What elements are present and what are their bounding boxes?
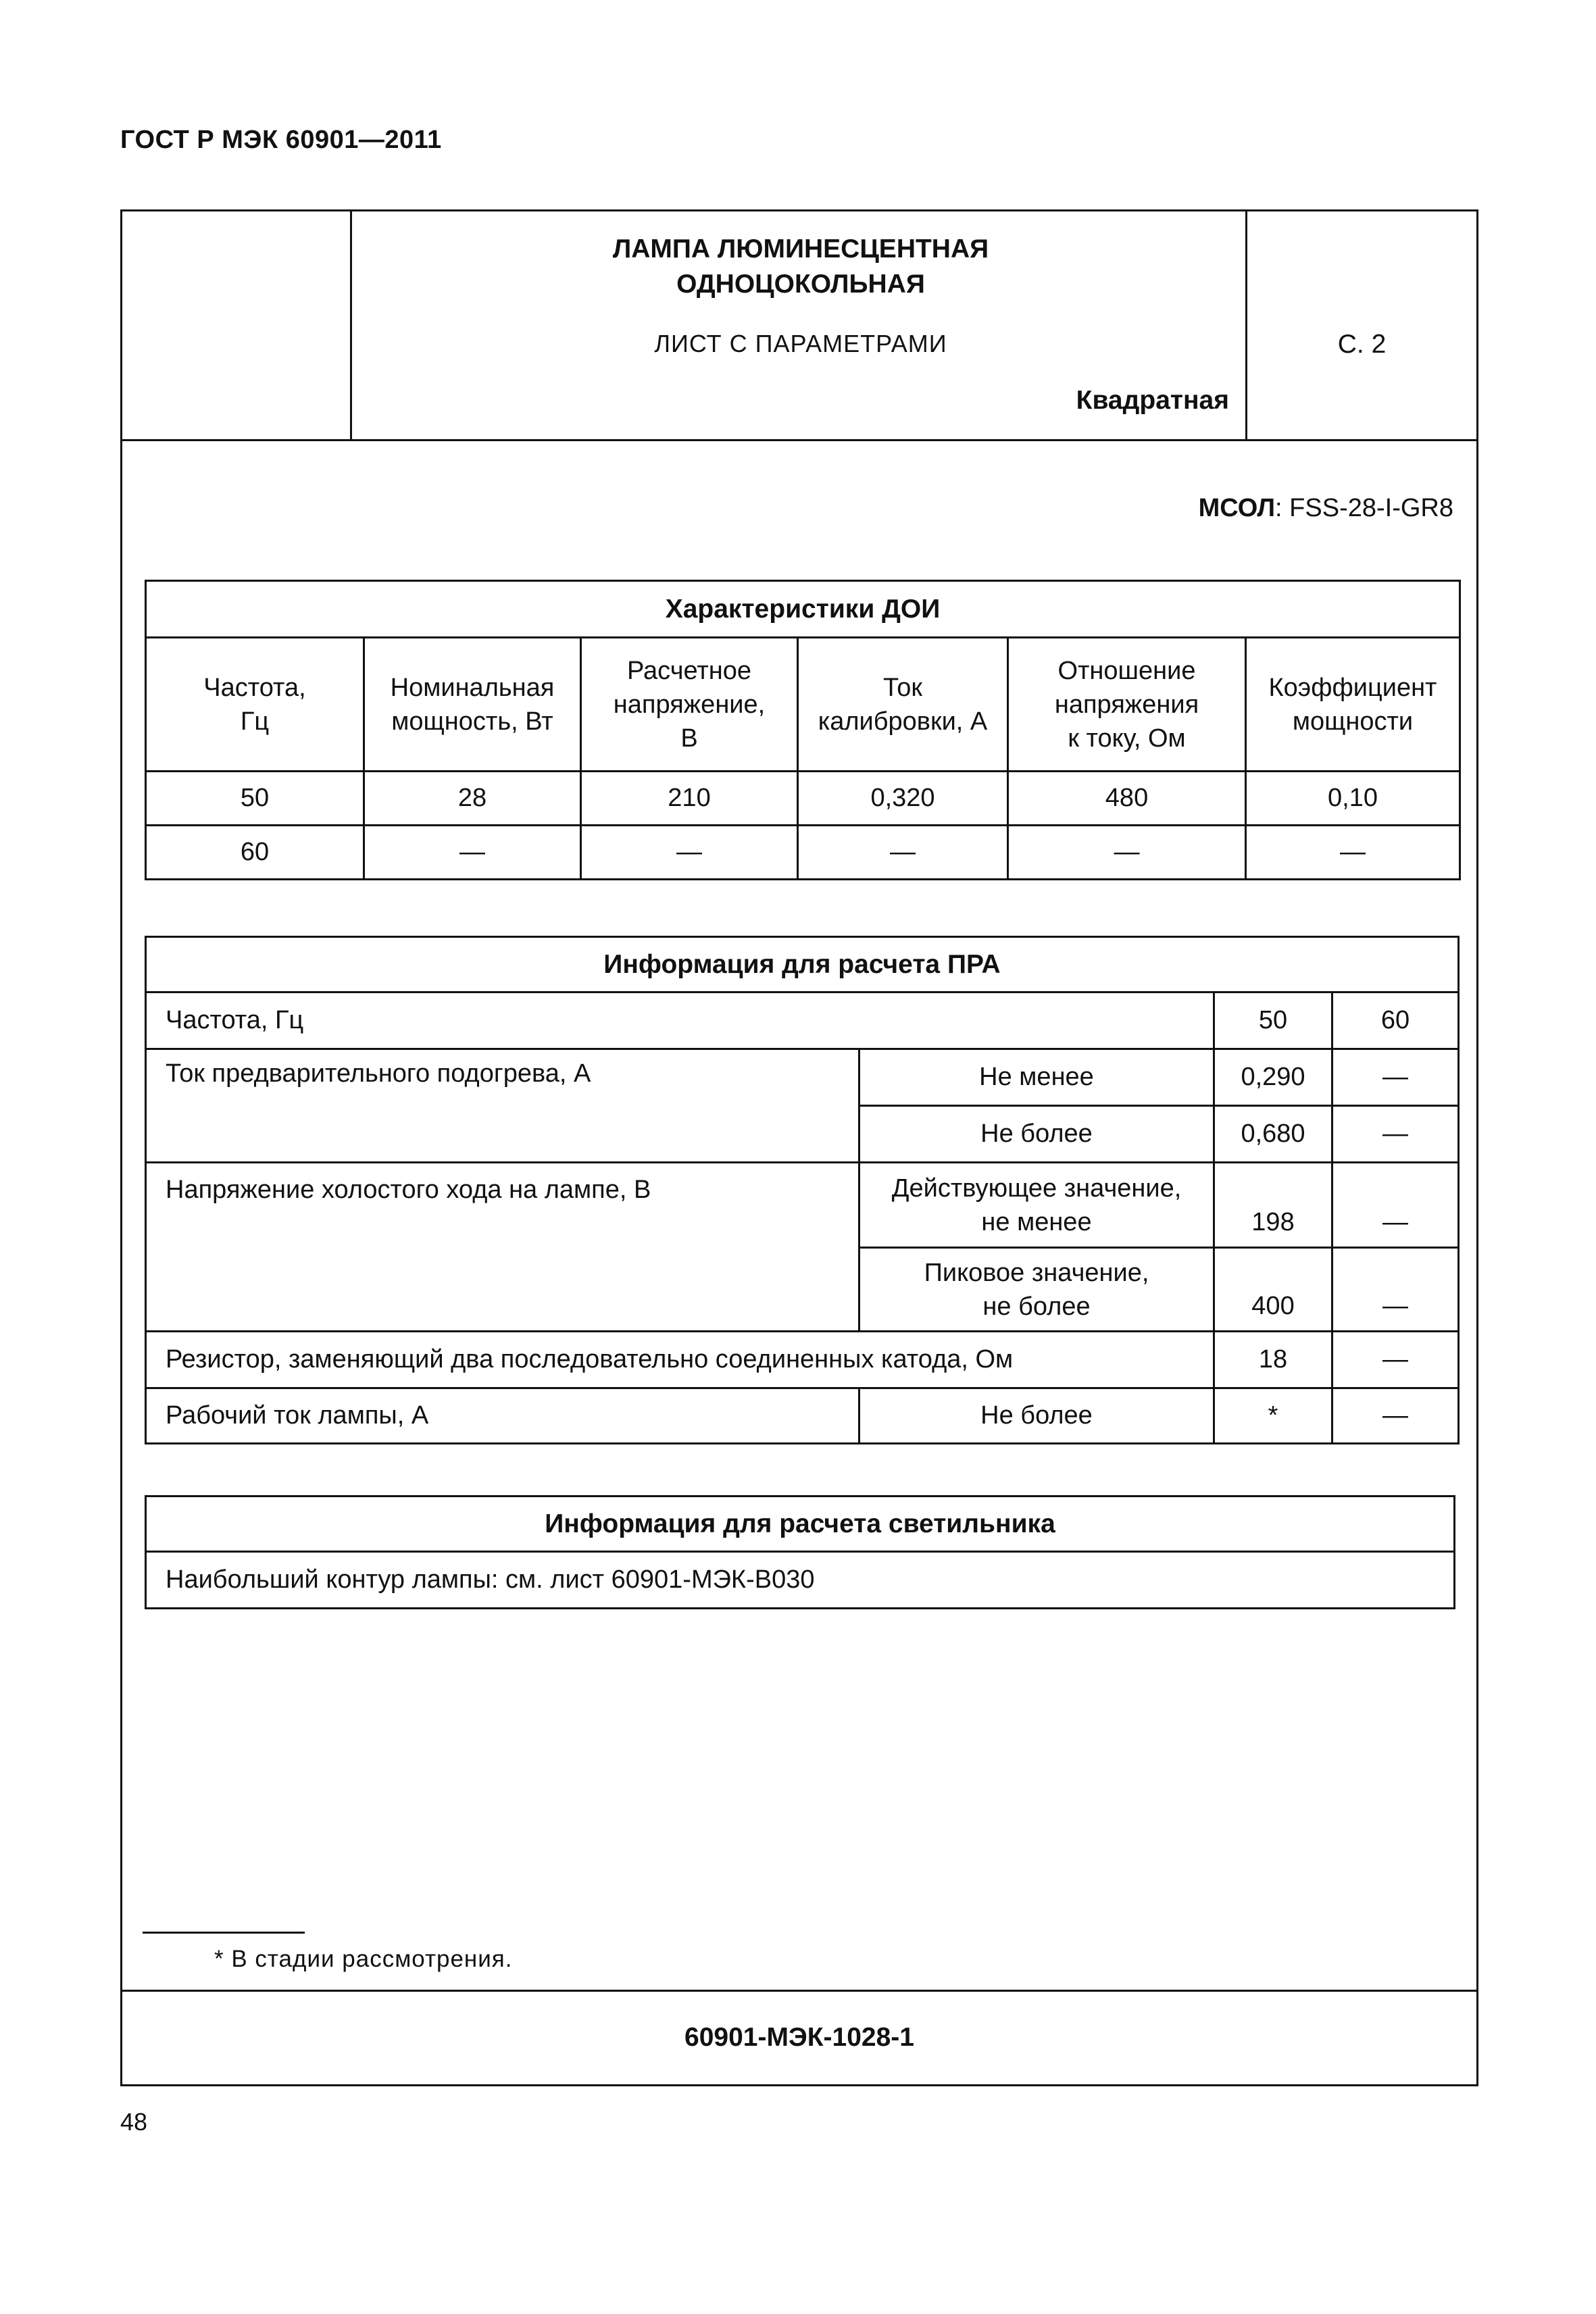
footnote: * В стадии рассмотрения. xyxy=(214,1946,513,1972)
sheet-subtitle: ЛИСТ С ПАРАМЕТРАМИ xyxy=(654,330,947,357)
operating-current-label: Рабочий ток лампы, А xyxy=(146,1388,859,1444)
sheet-code: 60901-МЭК-1028-1 xyxy=(684,2023,914,2052)
sheet-title xyxy=(352,232,1249,302)
operating-current-condition: Не более xyxy=(859,1388,1214,1444)
max-contour-text: Наибольший контур лампы: см. лист 60901-МЭК-В030 xyxy=(146,1552,1455,1609)
ocv-peak-60: — xyxy=(1332,1248,1459,1332)
column-header: Расчетное напряжение, В xyxy=(581,638,798,772)
cathode-resistor-label: Резистор, заменяющий два последовательно соединенных катода, Ом xyxy=(146,1332,1214,1388)
preheat-max-50: 0,680 xyxy=(1214,1106,1332,1163)
ocv-peak-label: Пиковое значение, не более xyxy=(859,1248,1214,1332)
sheet-header xyxy=(122,211,1476,441)
lamp-characteristics-table xyxy=(145,580,1461,880)
operating-current-60: — xyxy=(1332,1388,1459,1444)
ocv-peak-50: 400 xyxy=(1214,1248,1332,1332)
resistor-60: — xyxy=(1332,1332,1459,1388)
column-header: Частота, Гц xyxy=(146,638,364,772)
table-row xyxy=(146,992,1459,1049)
table-row xyxy=(146,826,1460,880)
table-cell: 0,320 xyxy=(798,772,1008,826)
sheet-page-label: С. 2 xyxy=(1337,330,1387,359)
msol-label: МСОЛ xyxy=(1198,494,1276,522)
table-cell: 210 xyxy=(581,772,798,826)
sheet-title-line2: ОДНОЦОКОЛЬНАЯ xyxy=(676,270,925,299)
preheat-current-label: Ток предварительного подогрева, А xyxy=(146,1049,859,1163)
document-code: ГОСТ Р МЭК 60901—2011 xyxy=(120,126,442,154)
ocv-rms-label: Действующее значение, не менее xyxy=(859,1163,1214,1248)
frequency-label: Частота, Гц xyxy=(146,992,1214,1049)
table-row xyxy=(146,1332,1459,1388)
table-caption: Информация для расчета светильника xyxy=(146,1496,1455,1552)
table-cell: — xyxy=(1246,826,1460,880)
operating-current-50: * xyxy=(1214,1388,1332,1444)
table-cell: 50 xyxy=(146,772,364,826)
sheet-footer xyxy=(122,1990,1476,2084)
table-cell: 480 xyxy=(1008,772,1246,826)
column-header: Ток калибровки, А xyxy=(798,638,1008,772)
table-row xyxy=(146,1388,1459,1444)
page-number: 48 xyxy=(120,2108,148,2136)
ballast-info-table xyxy=(145,936,1460,1444)
header-title-cell xyxy=(352,211,1249,439)
resistor-50: 18 xyxy=(1214,1332,1332,1388)
sheet-frame xyxy=(120,209,1478,2086)
table-caption: Характеристики ДОИ xyxy=(146,581,1460,638)
luminaire-info-table xyxy=(145,1495,1455,1609)
preheat-min-label: Не менее xyxy=(859,1049,1214,1106)
table-row xyxy=(146,772,1460,826)
preheat-max-60: — xyxy=(1332,1106,1459,1163)
table-cell: — xyxy=(364,826,581,880)
msol-designation xyxy=(1199,494,1453,523)
footnote-separator xyxy=(143,1932,305,1934)
table-cell: 0,10 xyxy=(1246,772,1460,826)
preheat-max-label: Не более xyxy=(859,1106,1214,1163)
frequency-50: 50 xyxy=(1214,992,1332,1049)
column-header: Коэффициент мощности xyxy=(1246,638,1460,772)
table-cell: 28 xyxy=(364,772,581,826)
table-row xyxy=(146,1552,1455,1609)
header-page-cell xyxy=(1245,211,1476,439)
ocv-rms-50: 198 xyxy=(1214,1163,1332,1248)
preheat-min-60: — xyxy=(1332,1049,1459,1106)
table-cell: — xyxy=(798,826,1008,880)
table-cell: — xyxy=(1008,826,1246,880)
column-header: Отношение напряжения к току, Ом xyxy=(1008,638,1246,772)
open-circuit-voltage-label: Напряжение холостого хода на лампе, В xyxy=(146,1163,859,1332)
header-left-cell xyxy=(122,211,352,439)
msol-value: : FSS-28-I-GR8 xyxy=(1275,494,1453,522)
ocv-rms-60: — xyxy=(1332,1163,1459,1248)
sheet-title-line1: ЛАМПА ЛЮМИНЕСЦЕНТНАЯ xyxy=(612,234,989,263)
preheat-min-50: 0,290 xyxy=(1214,1049,1332,1106)
lamp-kind: Квадратная xyxy=(1076,386,1229,415)
table-row xyxy=(146,1049,1459,1106)
frequency-60: 60 xyxy=(1332,992,1459,1049)
table-cell: 60 xyxy=(146,826,364,880)
table-row xyxy=(146,1163,1459,1248)
table-cell: — xyxy=(581,826,798,880)
table-caption: Информация для расчета ПРА xyxy=(146,937,1459,992)
column-header: Номинальная мощность, Вт xyxy=(364,638,581,772)
